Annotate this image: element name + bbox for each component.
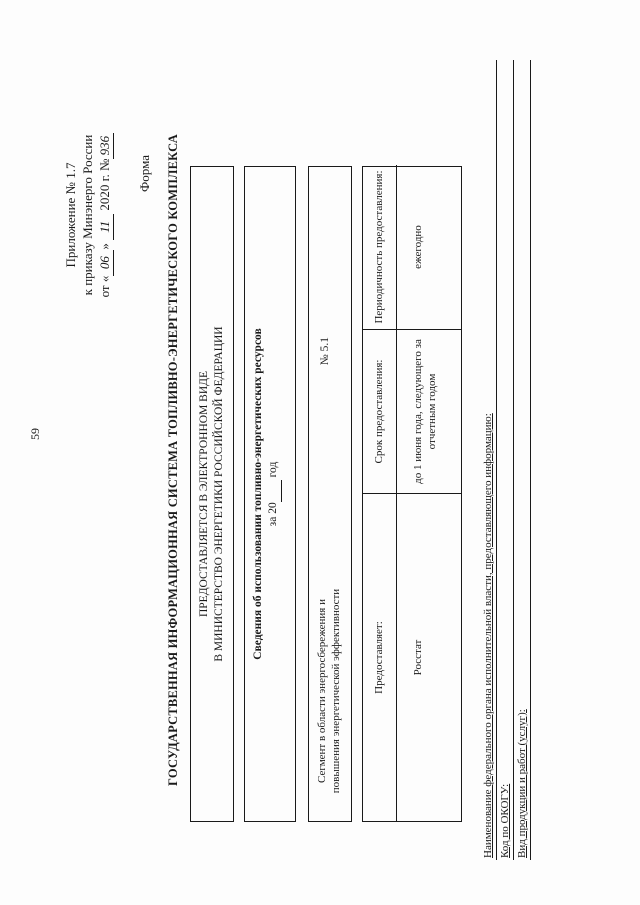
column-periodicity: [363, 165, 461, 329]
provider-value: Росстат: [412, 639, 424, 676]
appendix-title: Приложение № 1.7: [63, 162, 78, 268]
info-fields: [480, 60, 531, 860]
ministry-box: [190, 166, 234, 822]
segment-number: № 5.1: [319, 337, 331, 366]
field-organ: [480, 60, 497, 860]
date-year: 2020 г. №: [97, 158, 112, 214]
appendix-order: к приказу Минэнерго России: [80, 134, 95, 296]
date-month: 11: [96, 214, 114, 240]
segment-label: Сегмент в области энергосбережения и повышения энергетической эффективности: [316, 588, 342, 794]
ministry-line-2: В МИНИСТЕРСТВО ЭНЕРГЕТИКИ РОССИЙСКОЙ ФЕДЕРАЦИИ: [213, 326, 225, 662]
segment-box: [308, 166, 352, 822]
field-okogu: [497, 60, 514, 860]
column-deadline: [363, 329, 461, 493]
field-organ-label: Наименование федерального органа исполнительной власти, предоставляющего информацию:: [482, 413, 494, 858]
date-mid: »: [97, 239, 112, 250]
main-title: ГОСУДАРСТВЕННАЯ ИНФОРМАЦИОННАЯ СИСТЕМА ТОПЛИВНО-ЭНЕРГЕТИЧЕСКОГО КОМПЛЕКСА: [166, 134, 180, 786]
deadline-value: до 1 июня года, следующего за отчетным годом: [412, 339, 438, 484]
page-number: 59: [28, 428, 42, 440]
column-provider: [363, 493, 461, 821]
form-label: Форма: [137, 155, 152, 192]
summary-year-line: [267, 462, 279, 527]
provider-header: Предоставляет:: [363, 494, 397, 821]
summary-god: год: [267, 461, 279, 481]
periodicity-header: Периодичность предоставления:: [363, 165, 397, 329]
year-blank: [266, 480, 282, 502]
ministry-line-1: ПРЕДОСТАВЛЯЕТСЯ В ЭЛЕКТРОННОМ ВИДЕ: [198, 370, 210, 618]
date-day: 06: [96, 250, 114, 276]
summary-za: за 20: [267, 502, 279, 527]
summary-title: Сведения об использовании топливно-энергетических ресурсов: [252, 328, 264, 660]
field-products-label: Вид продукции и работ (услуг):: [516, 709, 528, 858]
order-number: 936: [96, 133, 114, 159]
deadline-header: Срок предоставления:: [363, 330, 397, 493]
rotated-form-sheet: [62, 60, 582, 860]
provision-table: [362, 166, 462, 822]
appendix-header: [62, 80, 114, 350]
date-prefix: от «: [97, 275, 112, 298]
appendix-date-line: [96, 80, 114, 350]
field-okogu-label: Код по ОКОГУ:: [499, 783, 511, 858]
summary-box: [244, 166, 296, 822]
field-products: [514, 60, 531, 860]
periodicity-value: ежегодно: [412, 225, 424, 269]
